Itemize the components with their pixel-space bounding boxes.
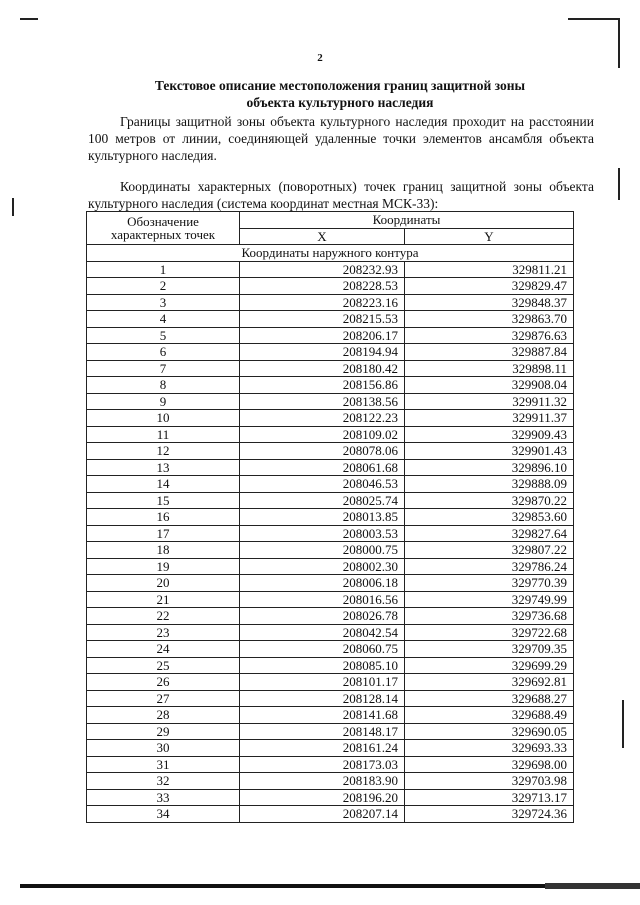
scan-mark-left-tick	[12, 198, 14, 216]
table-row	[87, 377, 574, 394]
y-coordinate-cell: 329870.22	[405, 492, 574, 509]
table-row	[87, 360, 574, 377]
x-coordinate-cell: 208109.02	[240, 426, 405, 443]
point-number-cell: 5	[87, 327, 240, 344]
document-title	[80, 77, 600, 111]
point-number-cell: 16	[87, 509, 240, 526]
table-row	[87, 641, 574, 658]
scan-mark-right-lower	[622, 700, 624, 748]
y-coordinate-cell: 329749.99	[405, 591, 574, 608]
y-coordinate-cell: 329807.22	[405, 542, 574, 559]
table-row	[87, 773, 574, 790]
table-row	[87, 542, 574, 559]
y-coordinate-cell: 329698.00	[405, 756, 574, 773]
y-coordinate-cell: 329699.29	[405, 657, 574, 674]
point-number-cell: 33	[87, 789, 240, 806]
y-coordinate-cell: 329692.81	[405, 674, 574, 691]
y-coordinate-cell: 329853.60	[405, 509, 574, 526]
point-number-cell: 13	[87, 459, 240, 476]
description-paragraph: Границы защитной зоны объекта культурного наследия проходит на расстоянии 100 метров от линии, соединяющей удаленные точки элементов ансамбля объекта культурного наследия.	[88, 114, 594, 163]
y-coordinate-cell: 329896.10	[405, 459, 574, 476]
x-coordinate-cell: 208161.24	[240, 740, 405, 757]
table-row	[87, 509, 574, 526]
point-number-cell: 20	[87, 575, 240, 592]
point-number-cell: 21	[87, 591, 240, 608]
table-row	[87, 443, 574, 460]
header-coordinates: Координаты	[240, 212, 574, 229]
table-row	[87, 410, 574, 427]
y-coordinate-cell: 329876.63	[405, 327, 574, 344]
y-coordinate-cell: 329909.43	[405, 426, 574, 443]
y-coordinate-cell: 329709.35	[405, 641, 574, 658]
x-coordinate-cell: 208101.17	[240, 674, 405, 691]
point-number-cell: 7	[87, 360, 240, 377]
y-coordinate-cell: 329887.84	[405, 344, 574, 361]
table-row	[87, 393, 574, 410]
point-number-cell: 11	[87, 426, 240, 443]
y-coordinate-cell: 329911.37	[405, 410, 574, 427]
table-row	[87, 707, 574, 724]
point-number-cell: 4	[87, 311, 240, 328]
x-coordinate-cell: 208215.53	[240, 311, 405, 328]
y-coordinate-cell: 329888.09	[405, 476, 574, 493]
point-number-cell: 30	[87, 740, 240, 757]
point-number-cell: 12	[87, 443, 240, 460]
section-row	[87, 245, 574, 262]
table-row	[87, 261, 574, 278]
table-row	[87, 525, 574, 542]
coordinates-table	[86, 211, 574, 823]
y-coordinate-cell: 329901.43	[405, 443, 574, 460]
y-coordinate-cell: 329724.36	[405, 806, 574, 823]
point-number-cell: 17	[87, 525, 240, 542]
header-designation-line2: характерных точек	[110, 227, 216, 242]
table-row	[87, 492, 574, 509]
table-row	[87, 575, 574, 592]
point-number-cell: 34	[87, 806, 240, 823]
point-number-cell: 18	[87, 542, 240, 559]
section-title: Координаты наружного контура	[87, 245, 574, 262]
x-coordinate-cell: 208000.75	[240, 542, 405, 559]
table-row	[87, 311, 574, 328]
title-line-2: объекта культурного наследия	[246, 95, 434, 110]
point-number-cell: 32	[87, 773, 240, 790]
point-number-cell: 25	[87, 657, 240, 674]
coordinates-intro-paragraph: Координаты характерных (поворотных) точек границ защитной зоны объекта культурного наследия (система координат местная МСК-33):	[88, 179, 594, 211]
header-x: X	[240, 228, 405, 245]
x-coordinate-cell: 208148.17	[240, 723, 405, 740]
table-body	[87, 261, 574, 822]
table-row	[87, 756, 574, 773]
scan-mark-right-tick	[618, 168, 620, 200]
x-coordinate-cell: 208016.56	[240, 591, 405, 608]
x-coordinate-cell: 208078.06	[240, 443, 405, 460]
table-row	[87, 278, 574, 295]
table-row	[87, 740, 574, 757]
x-coordinate-cell: 208085.10	[240, 657, 405, 674]
point-number-cell: 6	[87, 344, 240, 361]
x-coordinate-cell: 208207.14	[240, 806, 405, 823]
scan-bottom-bar-right	[545, 883, 640, 889]
table-row	[87, 591, 574, 608]
y-coordinate-cell: 329863.70	[405, 311, 574, 328]
header-designation	[87, 212, 240, 245]
table-header-row	[87, 212, 574, 229]
y-coordinate-cell: 329829.47	[405, 278, 574, 295]
scan-mark-top-right	[568, 18, 618, 20]
x-coordinate-cell: 208141.68	[240, 707, 405, 724]
point-number-cell: 1	[87, 261, 240, 278]
point-number-cell: 22	[87, 608, 240, 625]
y-coordinate-cell: 329848.37	[405, 294, 574, 311]
y-coordinate-cell: 329713.17	[405, 789, 574, 806]
table-row	[87, 426, 574, 443]
x-coordinate-cell: 208006.18	[240, 575, 405, 592]
y-coordinate-cell: 329908.04	[405, 377, 574, 394]
y-coordinate-cell: 329690.05	[405, 723, 574, 740]
x-coordinate-cell: 208194.94	[240, 344, 405, 361]
point-number-cell: 23	[87, 624, 240, 641]
x-coordinate-cell: 208042.54	[240, 624, 405, 641]
table-row	[87, 690, 574, 707]
point-number-cell: 24	[87, 641, 240, 658]
y-coordinate-cell: 329722.68	[405, 624, 574, 641]
page-number: 2	[317, 52, 323, 64]
table-row	[87, 624, 574, 641]
x-coordinate-cell: 208003.53	[240, 525, 405, 542]
point-number-cell: 10	[87, 410, 240, 427]
x-coordinate-cell: 208228.53	[240, 278, 405, 295]
y-coordinate-cell: 329898.11	[405, 360, 574, 377]
x-coordinate-cell: 208002.30	[240, 558, 405, 575]
table-row	[87, 789, 574, 806]
point-number-cell: 26	[87, 674, 240, 691]
table-row	[87, 294, 574, 311]
table-row	[87, 459, 574, 476]
table-row	[87, 558, 574, 575]
x-coordinate-cell: 208156.86	[240, 377, 405, 394]
table-row	[87, 674, 574, 691]
x-coordinate-cell: 208180.42	[240, 360, 405, 377]
x-coordinate-cell: 208025.74	[240, 492, 405, 509]
x-coordinate-cell: 208060.75	[240, 641, 405, 658]
x-coordinate-cell: 208173.03	[240, 756, 405, 773]
y-coordinate-cell: 329703.98	[405, 773, 574, 790]
x-coordinate-cell: 208061.68	[240, 459, 405, 476]
table-row	[87, 344, 574, 361]
point-number-cell: 19	[87, 558, 240, 575]
x-coordinate-cell: 208128.14	[240, 690, 405, 707]
x-coordinate-cell: 208183.90	[240, 773, 405, 790]
point-number-cell: 29	[87, 723, 240, 740]
point-number-cell: 28	[87, 707, 240, 724]
point-number-cell: 9	[87, 393, 240, 410]
y-coordinate-cell: 329693.33	[405, 740, 574, 757]
x-coordinate-cell: 208138.56	[240, 393, 405, 410]
table-row	[87, 327, 574, 344]
table-row	[87, 476, 574, 493]
y-coordinate-cell: 329688.49	[405, 707, 574, 724]
x-coordinate-cell: 208026.78	[240, 608, 405, 625]
x-coordinate-cell: 208046.53	[240, 476, 405, 493]
table-row	[87, 657, 574, 674]
scan-mark-top-left	[20, 18, 38, 20]
point-number-cell: 3	[87, 294, 240, 311]
point-number-cell: 14	[87, 476, 240, 493]
header-y: Y	[405, 228, 574, 245]
y-coordinate-cell: 329827.64	[405, 525, 574, 542]
point-number-cell: 8	[87, 377, 240, 394]
point-number-cell: 31	[87, 756, 240, 773]
point-number-cell: 15	[87, 492, 240, 509]
table-row	[87, 806, 574, 823]
header-designation-line1: Обозначение	[127, 214, 199, 229]
point-number-cell: 2	[87, 278, 240, 295]
y-coordinate-cell: 329770.39	[405, 575, 574, 592]
y-coordinate-cell: 329786.24	[405, 558, 574, 575]
table-row	[87, 723, 574, 740]
table-row	[87, 608, 574, 625]
point-number-cell: 27	[87, 690, 240, 707]
y-coordinate-cell: 329736.68	[405, 608, 574, 625]
x-coordinate-cell: 208122.23	[240, 410, 405, 427]
x-coordinate-cell: 208232.93	[240, 261, 405, 278]
y-coordinate-cell: 329811.21	[405, 261, 574, 278]
y-coordinate-cell: 329911.32	[405, 393, 574, 410]
scan-bottom-bar	[20, 884, 545, 888]
x-coordinate-cell: 208196.20	[240, 789, 405, 806]
y-coordinate-cell: 329688.27	[405, 690, 574, 707]
x-coordinate-cell: 208013.85	[240, 509, 405, 526]
title-line-1: Текстовое описание местоположения границ защитной зоны	[154, 78, 526, 93]
x-coordinate-cell: 208223.16	[240, 294, 405, 311]
x-coordinate-cell: 208206.17	[240, 327, 405, 344]
